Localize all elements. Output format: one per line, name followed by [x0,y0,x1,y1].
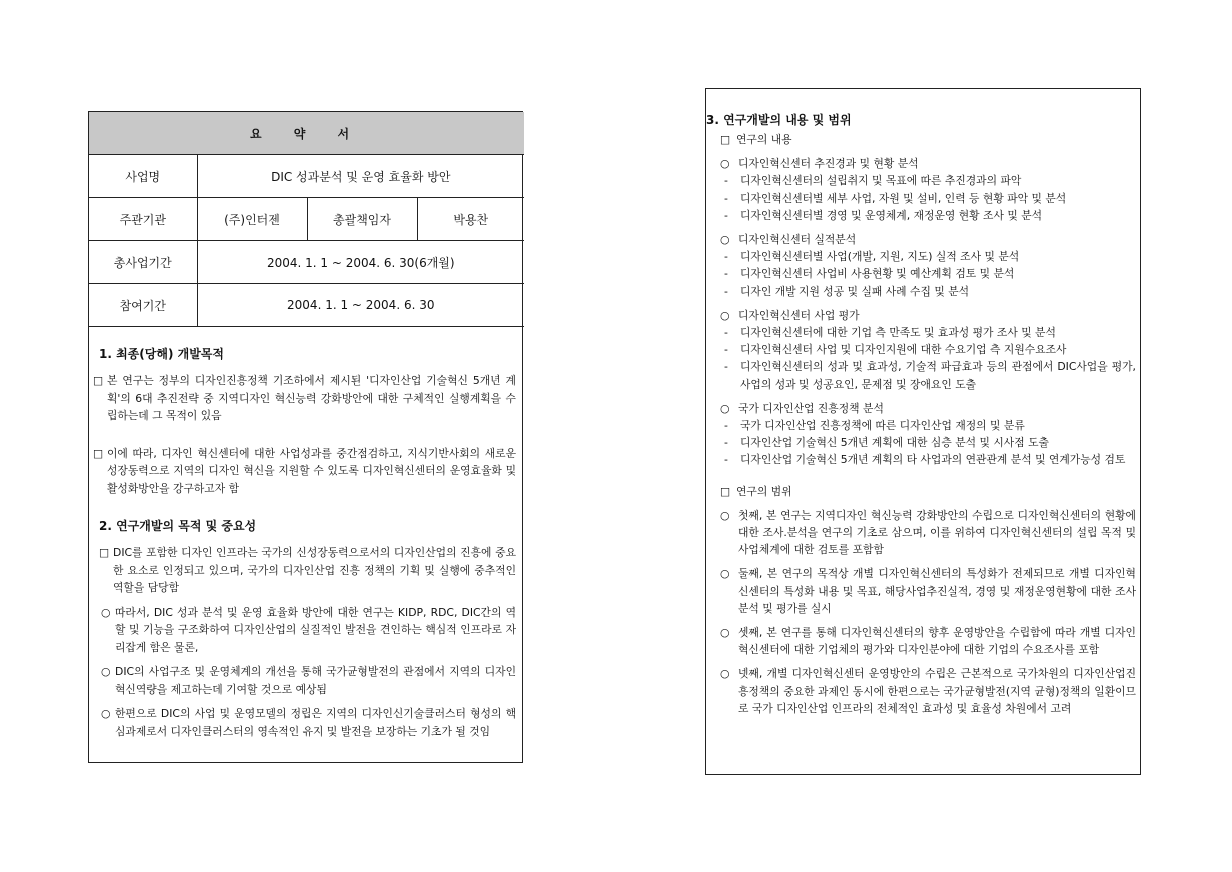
circle-bullet-icon: ○ [101,707,111,720]
list-item [93,445,516,498]
manager-value: 박용찬 [417,198,524,241]
content-scope-page [705,88,1141,775]
list-item [93,663,516,698]
square-bullet-icon: □ [720,484,731,498]
list-item: - 디자인혁신센터별 사업(개발, 지원, 지도) 실적 조사 및 분석 [706,248,1136,265]
square-bullet-icon: □ [93,446,104,460]
scope-label: □ 연구의 범위 [706,483,1136,500]
dash-bullet-icon: - [724,343,728,357]
circle-bullet-icon: ○ [720,626,730,640]
manager-label: 총괄책임자 [307,198,417,241]
scope-item: ○ 둘째, 본 연구의 목적상 개별 디자인혁신센터의 특성화가 전제되므로 개별 디자인혁신센터의 특성화 내용 및 목표, 해당사업추진실적, 경영 및 재정운영현황에 대한 조사분석 및 평가를 실시 [706,565,1136,617]
dash-bullet-icon: - [724,250,728,264]
list-item: - 디자인혁신센터의 성과 및 효과성, 기술적 파급효과 등의 관점에서 DIC사업을 평가, 사업의 성과 및 성공요인, 문제점 및 장애요인 도출 [706,358,1136,392]
scope-item: ○ 첫째, 본 연구는 지역디자인 혁신능력 강화방안의 수립으로 디자인혁신센터의 현황에 대한 조사.분석을 연구의 기초로 삼으며, 이를 위하여 디자인혁신센터의 설립 목적 및 사업체계에 대한 검토를 포함함 [706,507,1136,559]
participation-label: 참여기간 [89,284,197,327]
list-item: - 디자인혁신센터별 세부 사업, 자원 및 설비, 인력 등 현황 파악 및 분석 [706,190,1136,207]
participation-value: 2004. 1. 1 ~ 2004. 6. 30 [197,284,524,327]
scope-item: ○ 넷째, 개별 디자인혁신센터 운영방안의 수립은 근본적으로 국가차원의 디자인산업진흥정책의 중요한 과제인 동시에 한편으로는 국가균형발전(지역 균형)정책의 일환이므로 국가 디자인산업 인프라의 전체적인 효과성 및 효율성 차원에서 고려 [706,665,1136,717]
content-body [706,89,1140,717]
paragraph-text: 이에 따라, 디자인 혁신센터에 대한 사업성과를 중간점검하고, 지식기반사회의 새로운 성장동력으로 지역의 디자인 혁신을 지원할 수 있도록 디자인혁신센터의 운영효율화 및 활성화방안을 강구하고자 함 [107,446,516,495]
dash-bullet-icon: - [724,419,728,433]
dash-bullet-icon: - [724,326,728,340]
circle-bullet-icon: ○ [720,233,730,247]
circle-bullet-icon: ○ [101,605,111,619]
content-group-title: ○ 디자인혁신센터 사업 평가 [706,307,1136,324]
list-item [93,705,516,740]
paragraph-text: 본 연구는 정부의 디자인진흥정책 기조하에서 제시된 '디자인산업 기술혁신 5개년 계획'의 6대 추진전략 중 지역디자인 혁신능력 강화방안에 대한 구체적인 실행계획을 수립하는데 그 목적이 있음 [107,374,516,422]
circle-bullet-icon: ○ [720,157,730,171]
dash-bullet-icon: - [724,360,728,374]
project-name-label: 사업명 [89,155,197,198]
square-bullet-icon: □ [93,374,104,387]
list-item: - 디자인혁신센터 사업비 사용현황 및 예산계획 검토 및 분석 [706,265,1136,282]
paragraph-text: DIC의 사업구조 및 운영체계의 개선을 통해 국가균형발전의 관점에서 지역의 디자인 혁신역량을 제고하는데 기여할 것으로 예상됨 [115,665,516,696]
square-bullet-icon: □ [720,133,731,146]
section-1-title: 1. 최종(당해) 개발목적 [99,347,224,361]
list-item [93,604,516,657]
circle-bullet-icon: ○ [720,567,730,581]
circle-bullet-icon: ○ [720,508,730,522]
list-item: - 디자인혁신센터 사업 및 디자인지원에 대한 수요기업 측 지원수요조사 [706,341,1136,358]
paragraph-text: DIC를 포함한 디자인 인프라는 국가의 신성장동력으로서의 디자인산업의 진흥에 중요한 요소로 인정되고 있으며, 국가의 디자인산업 진흥 정책의 기획 및 실행에 중추적인 역할을 담당함 [113,546,516,594]
total-period-value: 2004. 1. 1 ~ 2004. 6. 30(6개월) [197,241,524,284]
list-item [93,544,516,597]
dash-bullet-icon: - [724,436,728,450]
square-bullet-icon: □ [99,546,110,559]
lead-org-value: (주)인터젠 [197,198,307,241]
paragraph-text: 한편으로 DIC의 사업 및 운영모델의 정립은 지역의 디자인신기술클러스터 형성의 핵심과제로서 디자인클러스터의 영속적인 유지 및 발전을 보장하는 기초가 될 것임 [115,707,516,738]
content-group-title: ○ 국가 디자인산업 진흥정책 분석 [706,400,1136,417]
dash-bullet-icon: - [724,267,728,281]
list-item [93,372,516,425]
list-item: - 디자인산업 기술혁신 5개년 계획에 대한 심층 분석 및 시사점 도출 [706,434,1136,451]
list-item: - 디자인혁신센터에 대한 기업 측 만족도 및 효과성 평가 조사 및 분석 [706,324,1136,341]
circle-bullet-icon: ○ [720,667,730,681]
summary-page [88,111,523,763]
dash-bullet-icon: - [724,191,728,205]
list-item: - 디자인혁신센터의 설립취지 및 목표에 따른 추진경과의 파악 [706,172,1136,189]
total-period-label: 총사업기간 [89,241,197,284]
scope-item: ○ 셋째, 본 연구를 통해 디자인혁신센터의 향후 운영방안을 수립함에 따라 개별 디자인혁신센터에 대한 기업체의 평가와 디자인분야에 대한 기업의 수요조사를 포함 [706,624,1136,658]
list-item: - 디자인혁신센터별 경영 및 운영체계, 재정운영 현황 조사 및 분석 [706,207,1136,224]
content-label: □ 연구의 내용 [706,131,1136,148]
circle-bullet-icon: ○ [720,401,730,415]
section-3-title: 3. 연구개발의 내용 및 범위 [706,113,852,127]
dash-bullet-icon: - [724,284,728,298]
circle-bullet-icon: ○ [101,665,111,678]
lead-org-label: 주관기관 [89,198,197,241]
list-item: - 국가 디자인산업 진흥정책에 따른 디자인산업 재정의 및 분류 [706,417,1136,434]
paragraph-text: 따라서, DIC 성과 분석 및 운영 효율화 방안에 대한 연구는 KIDP, RDC, DIC간의 역할 및 기능을 구조화하여 디자인산업의 실질적인 발전을 견인하는 핵심적 인프라로 자리잡게 함은 물론, [115,605,516,654]
dash-bullet-icon: - [724,208,728,222]
dash-bullet-icon: - [724,453,728,467]
content-group-title: ○ 디자인혁신센터 추진경과 및 현황 분석 [706,155,1136,172]
list-item: - 디자인 개발 지원 성공 및 실패 사례 수집 및 분석 [706,283,1136,300]
circle-bullet-icon: ○ [720,308,730,322]
summary-table [89,112,524,327]
section-2-title: 2. 연구개발의 목적 및 중요성 [99,519,257,533]
list-item: - 디자인산업 기술혁신 5개년 계획의 타 사업과의 연관관계 분석 및 연계가능성 검토 [706,451,1136,468]
summary-title: 요 약 서 [89,112,524,155]
content-group-title: ○ 디자인혁신센터 실적분석 [706,231,1136,248]
dash-bullet-icon: - [724,174,728,188]
project-name-value: DIC 성과분석 및 운영 효율화 방안 [197,155,524,198]
summary-body [89,327,522,740]
